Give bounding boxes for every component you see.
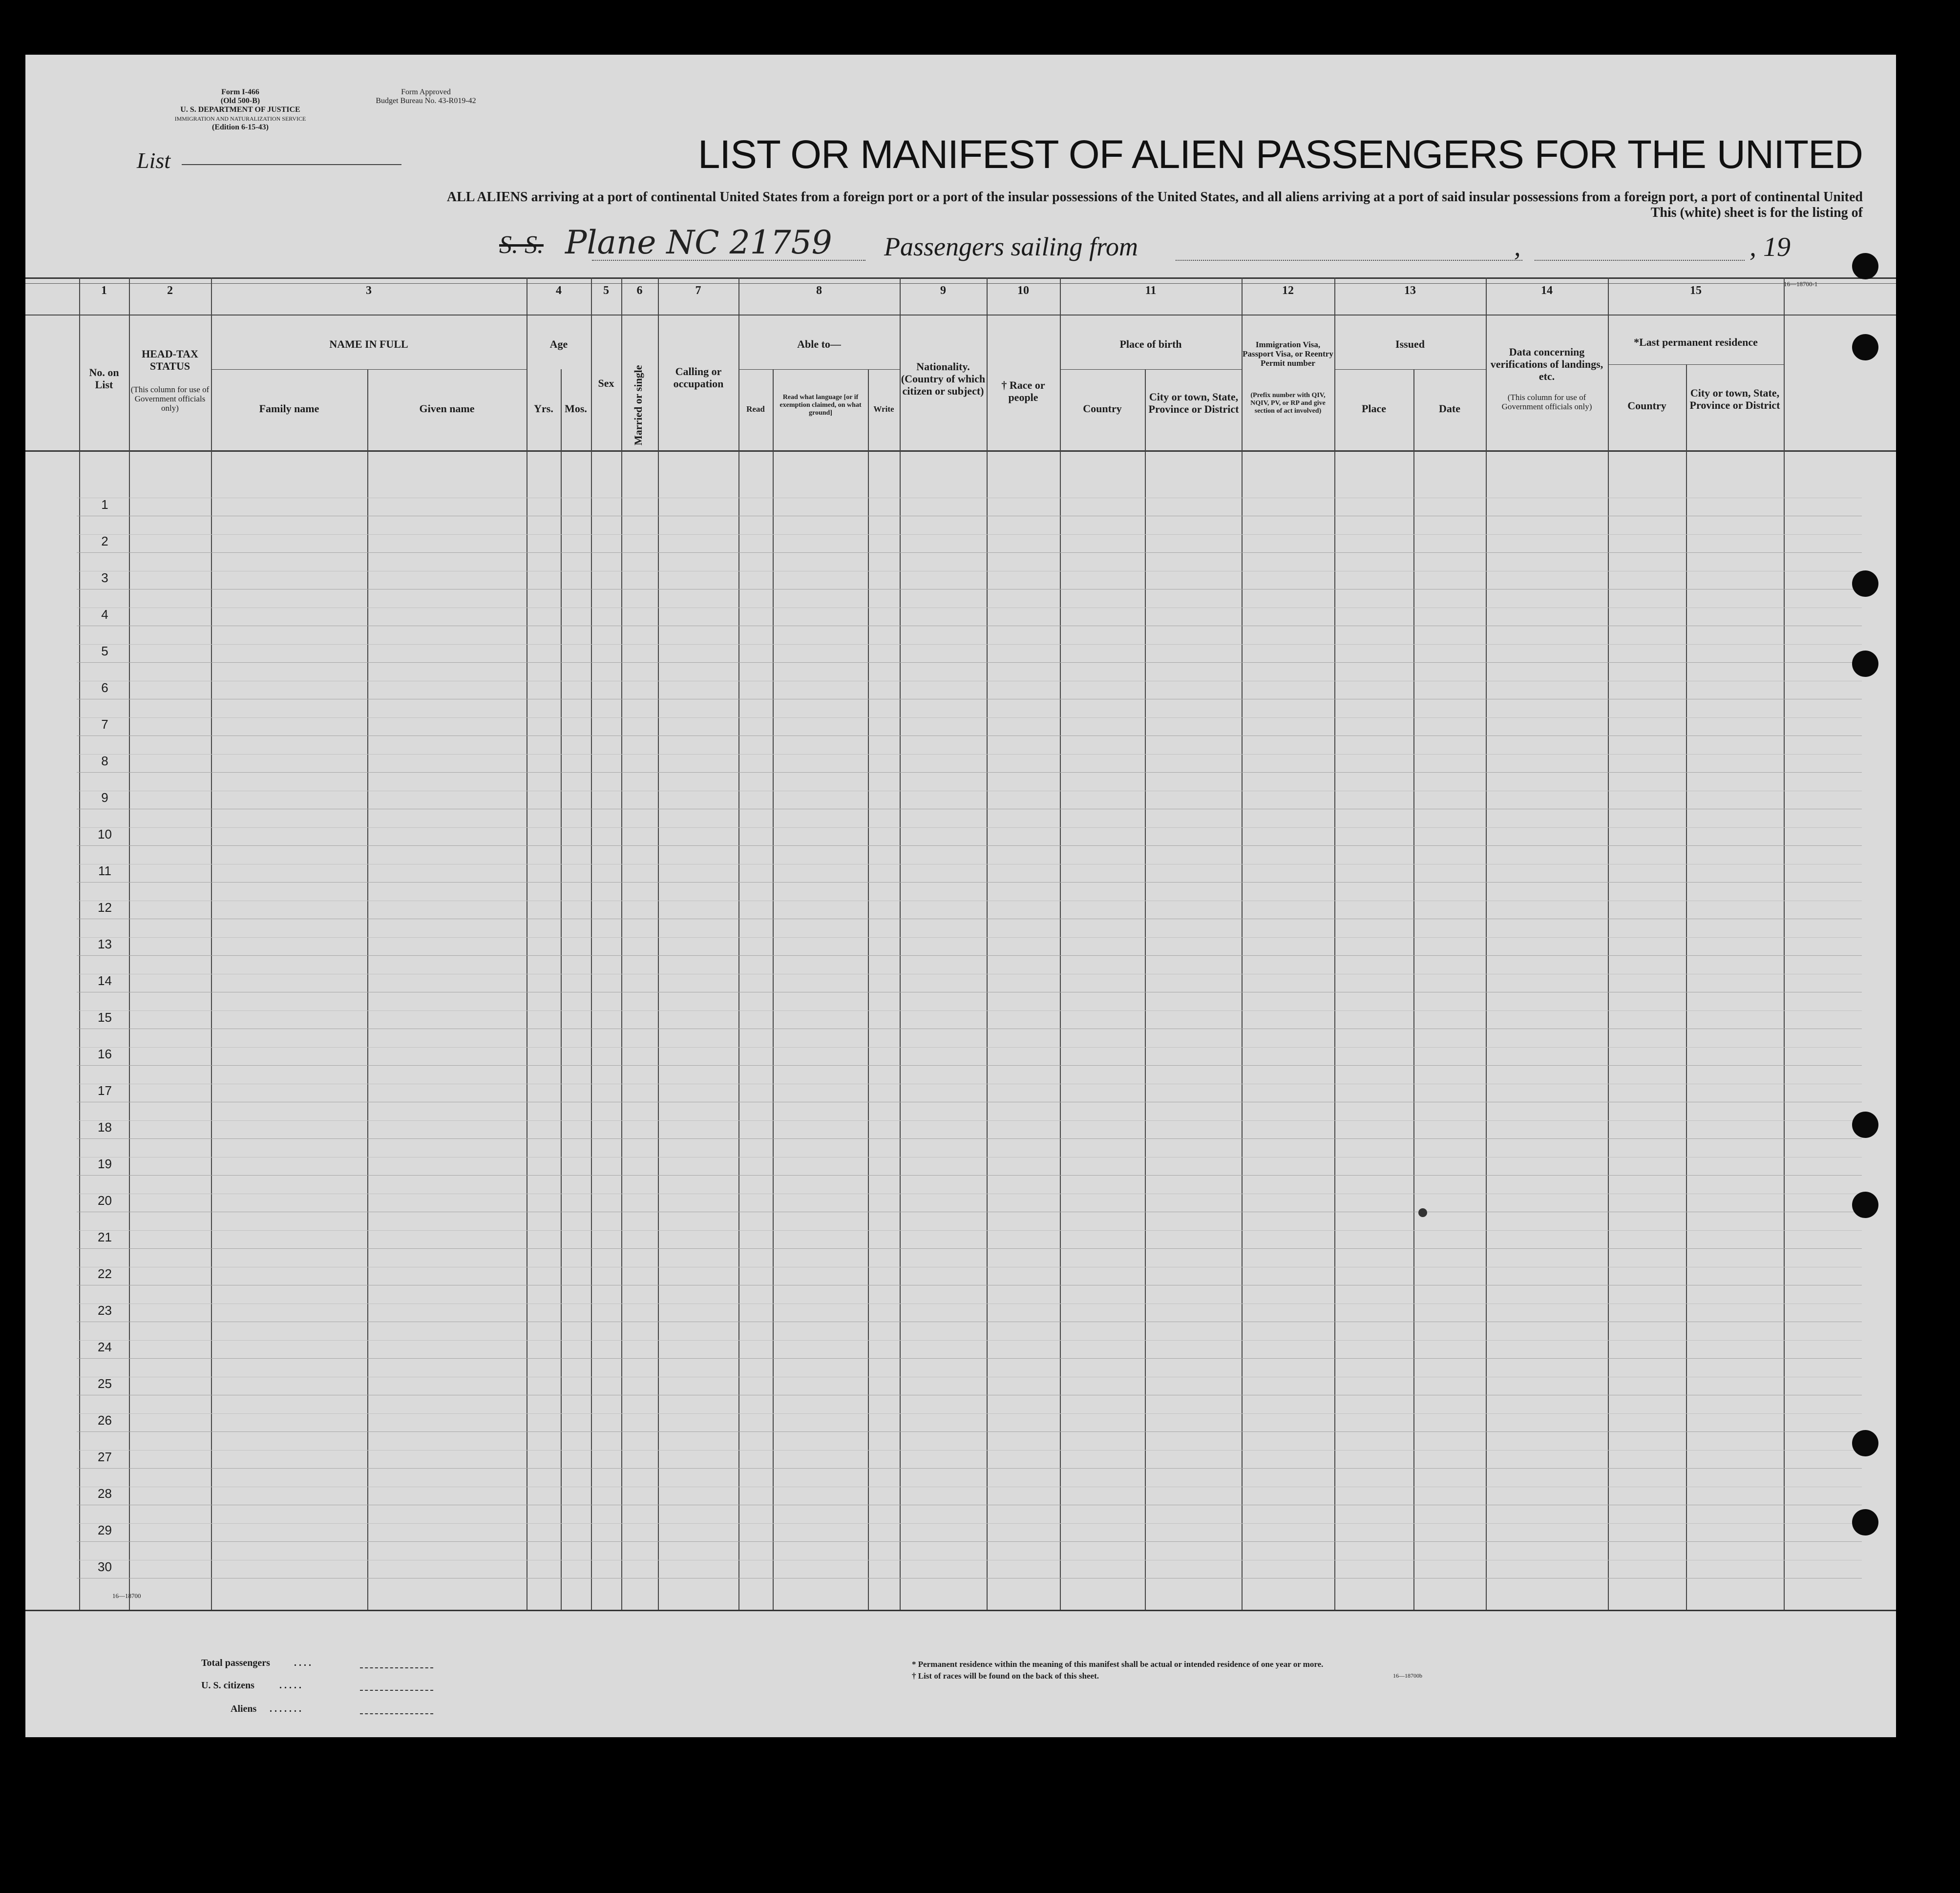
- col-line: [1413, 369, 1414, 1610]
- col-line: [591, 277, 592, 1610]
- col-line: [561, 369, 562, 1610]
- row-line: [77, 1413, 1862, 1414]
- header-bottom-rule: [25, 450, 1896, 452]
- binder-hole: [1852, 334, 1878, 360]
- row-line: [77, 1450, 1862, 1451]
- vessel-field-line[interactable]: [592, 260, 865, 261]
- column-number: 11: [1145, 284, 1157, 297]
- binder-hole: [1852, 570, 1878, 597]
- row-line: [77, 717, 1862, 718]
- aliens-label: Aliens: [231, 1704, 257, 1714]
- header-place-of-birth: Place of birth: [1119, 338, 1182, 350]
- col-line: [1784, 277, 1785, 1610]
- subtitle-line-1: ALL ALIENS arriving at a port of continental United States from a foreign port or a port of the insular possessions of the United States, and all aliens arriving at a port of said insular possessions from a foreign port, a port of continental United: [446, 189, 1863, 205]
- vessel-name-handwritten: Plane NC 21759: [565, 224, 832, 261]
- row-number: 24: [98, 1340, 112, 1354]
- ink-spot: [1418, 1208, 1427, 1217]
- sailing-from-field[interactable]: [1176, 260, 1522, 261]
- dots: . . . .: [294, 1658, 311, 1668]
- row-number: 2: [101, 534, 108, 548]
- row-number: 5: [101, 644, 108, 658]
- comma-separator: ,: [1514, 232, 1521, 261]
- table-bottom-rule: [25, 1610, 1896, 1611]
- list-number-field[interactable]: [182, 164, 401, 165]
- table-top-rule-2: [25, 283, 1896, 284]
- row-number: 30: [98, 1559, 112, 1574]
- manifest-sheet: [25, 55, 1896, 1737]
- row-number: 26: [98, 1413, 112, 1428]
- row-number: 1: [101, 497, 108, 512]
- col-line: [1145, 369, 1146, 1610]
- year-prefix: , 19: [1749, 232, 1791, 262]
- row-number: 28: [98, 1486, 112, 1501]
- header-no-on-list: No. on List: [89, 366, 119, 391]
- row-number: 23: [98, 1303, 112, 1318]
- row-number: 12: [98, 900, 112, 915]
- col-line: [658, 277, 659, 1610]
- row-number: 14: [98, 973, 112, 988]
- row-number: 22: [98, 1266, 112, 1281]
- binder-hole: [1852, 1430, 1878, 1456]
- row-number: 21: [98, 1230, 112, 1244]
- row-number: 18: [98, 1120, 112, 1135]
- header-calling: Calling or occupation: [673, 365, 724, 390]
- header-sex: Sex: [598, 377, 614, 389]
- col-line: [773, 369, 774, 1610]
- binder-hole: [1852, 253, 1878, 279]
- row-line: [77, 772, 1862, 773]
- header-head-tax-note: (This column for use of Government officials only): [130, 385, 210, 413]
- row-number: 9: [101, 790, 108, 805]
- column-number: 2: [167, 284, 173, 297]
- sailing-date-field[interactable]: [1535, 260, 1745, 261]
- row-line: [77, 1010, 1862, 1011]
- table-top-rule: [25, 277, 1896, 279]
- binder-hole: [1852, 1192, 1878, 1218]
- row-line: [77, 955, 1862, 956]
- birth-subheader-rule: [1060, 369, 1242, 370]
- column-number: 4: [556, 284, 562, 297]
- row-line: [77, 534, 1862, 535]
- row-number: 29: [98, 1523, 112, 1537]
- header-read: Read: [746, 404, 765, 414]
- budget-approval: Form Approved Budget Bureau No. 43-R019-42: [376, 88, 476, 105]
- code-right: 16—18700b: [1393, 1672, 1422, 1679]
- total-passengers-field[interactable]: [360, 1667, 433, 1668]
- us-citizens-label: U. S. citizens: [201, 1680, 254, 1691]
- row-line: [77, 644, 1862, 645]
- row-line: [77, 1230, 1862, 1231]
- sailing-from-label: Passengers sailing from: [884, 232, 1138, 261]
- form-identification: Form I-466 (Old 500-B) U. S. DEPARTMENT OF JUSTICE IMMIGRATION AND NATURALIZATION SERVICE (Edition 6-15-43): [174, 88, 306, 131]
- dots: . . . . . . .: [270, 1704, 301, 1714]
- total-passengers-label: Total passengers: [201, 1658, 270, 1668]
- ss-label: S. S.: [499, 231, 544, 259]
- us-citizens-field[interactable]: [360, 1690, 433, 1691]
- header-mos: Mos.: [565, 402, 587, 415]
- header-last-residence: *Last permanent residence: [1634, 336, 1758, 348]
- column-number: 10: [1017, 284, 1029, 297]
- col-line: [367, 369, 368, 1610]
- list-label: List: [137, 148, 171, 173]
- residence-subheader-rule: [1608, 364, 1784, 365]
- footnote-races: † List of races will be found on the back of this sheet.: [912, 1671, 1099, 1681]
- code-left: 16—18700: [112, 1592, 141, 1599]
- row-number: 13: [98, 937, 112, 951]
- row-line: [77, 1541, 1862, 1542]
- column-number: 12: [1282, 284, 1294, 297]
- header-issued-date: Date: [1439, 402, 1460, 415]
- col-line: [1486, 277, 1487, 1610]
- row-line: [77, 1248, 1862, 1249]
- row-line: [77, 1340, 1862, 1341]
- header-head-tax: HEAD-TAX STATUS: [142, 348, 198, 372]
- binder-hole: [1852, 1112, 1878, 1138]
- binder-hole: [1852, 651, 1878, 677]
- col-line: [1334, 277, 1335, 1610]
- row-line: [77, 1047, 1862, 1048]
- row-number: 3: [101, 570, 108, 585]
- footnote-residence: * Permanent residence within the meaning of this manifest shall be actual or intended residence of one year or more.: [912, 1660, 1324, 1669]
- column-number-rule: [25, 315, 1896, 316]
- header-race: † Race or people: [1001, 379, 1045, 403]
- col-line: [621, 277, 622, 1610]
- header-issued: Issued: [1395, 338, 1425, 350]
- header-able-to: Able to—: [797, 338, 841, 350]
- row-number: 19: [98, 1157, 112, 1171]
- column-number: 13: [1404, 284, 1416, 297]
- header-visa: Immigration Visa, Passport Visa, or Reentry Permit number: [1243, 340, 1333, 368]
- header-write: Write: [873, 404, 894, 414]
- header-residence-country: Country: [1627, 400, 1666, 412]
- column-number: 1: [101, 284, 107, 297]
- row-line: [77, 1138, 1862, 1139]
- row-line: [77, 845, 1862, 846]
- column-number: 8: [816, 284, 822, 297]
- row-number: 15: [98, 1010, 112, 1025]
- col-line: [1060, 277, 1061, 1610]
- column-number: 7: [695, 284, 701, 297]
- row-number: 7: [101, 717, 108, 732]
- row-line: [77, 754, 1862, 755]
- row-number: 8: [101, 754, 108, 768]
- name-subheader-rule: [211, 369, 527, 370]
- row-number: 10: [98, 827, 112, 841]
- row-number: 25: [98, 1376, 112, 1391]
- header-married: Married or single: [632, 365, 644, 445]
- row-line: [77, 1175, 1862, 1176]
- column-number: 6: [636, 284, 643, 297]
- row-number: 16: [98, 1047, 112, 1061]
- print-code: 16—18700-1: [1784, 280, 1818, 288]
- col-line: [900, 277, 901, 1610]
- row-number: 11: [98, 863, 111, 878]
- column-number: 3: [366, 284, 372, 297]
- row-line: [77, 1120, 1862, 1121]
- row-line: [77, 937, 1862, 938]
- row-number: 20: [98, 1193, 112, 1208]
- col-line: [738, 277, 739, 1610]
- binder-hole: [1852, 1509, 1878, 1535]
- header-visa-note: (Prefix number with QIV, NQIV, PV, or RP and give section of act involved): [1250, 392, 1326, 415]
- header-birth-country: Country: [1083, 402, 1122, 415]
- dots: . . . . .: [279, 1680, 301, 1691]
- header-yrs: Yrs.: [534, 402, 553, 415]
- header-given-name: Given name: [419, 402, 475, 415]
- column-number: 5: [603, 284, 609, 297]
- header-birth-city: City or town, State, Province or District: [1148, 391, 1239, 415]
- header-family-name: Family name: [259, 402, 319, 415]
- aliens-field[interactable]: [360, 1713, 433, 1714]
- header-read-language: Read what language [or if exemption claimed, on what ground]: [780, 394, 862, 417]
- col-line: [211, 277, 212, 1610]
- header-residence-city: City or town, State, Province or District: [1689, 387, 1780, 411]
- row-line: [77, 882, 1862, 883]
- row-line: [77, 552, 1862, 553]
- column-number: 15: [1690, 284, 1702, 297]
- row-line: [77, 827, 1862, 828]
- page-title: LIST OR MANIFEST OF ALIEN PASSENGERS FOR THE UNITED: [697, 132, 1863, 177]
- header-data-concerning: Data concerning verifications of landings, etc.: [1490, 346, 1603, 382]
- able-to-subheader-rule: [738, 369, 900, 370]
- column-number: 9: [940, 284, 946, 297]
- col-line: [1608, 277, 1609, 1610]
- row-number: 4: [101, 607, 108, 622]
- row-line: [77, 662, 1862, 663]
- row-line: [77, 1065, 1862, 1066]
- row-line: [77, 1523, 1862, 1524]
- column-number: 14: [1541, 284, 1553, 297]
- header-nationality: Nationality. (Country of which citizen or subject): [901, 360, 986, 397]
- row-number: 27: [98, 1450, 112, 1464]
- col-line: [1686, 364, 1687, 1610]
- row-number: 17: [98, 1083, 112, 1098]
- row-line: [77, 1358, 1862, 1359]
- row-line: [77, 1431, 1862, 1432]
- issued-subheader-rule: [1334, 369, 1486, 370]
- col-line: [868, 369, 869, 1610]
- subtitle-line-2: This (white) sheet is for the listing of: [1650, 205, 1863, 220]
- col-line: [987, 277, 988, 1610]
- header-age: Age: [549, 338, 568, 350]
- row-line: [77, 1468, 1862, 1469]
- row-number: 6: [101, 680, 108, 695]
- header-issued-place: Place: [1361, 402, 1387, 415]
- col-line: [1242, 277, 1243, 1610]
- header-data-note: (This column for use of Government officials only): [1501, 393, 1592, 411]
- header-name-in-full: NAME IN FULL: [329, 338, 408, 350]
